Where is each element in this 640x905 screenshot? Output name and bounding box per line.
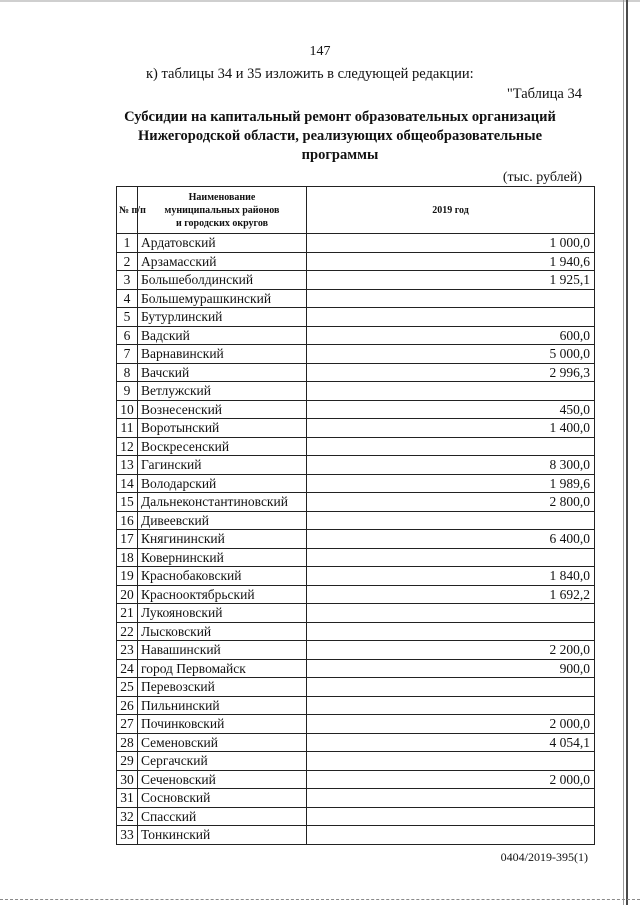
- amount-cell: [307, 826, 595, 845]
- row-number-cell: 6: [117, 326, 138, 345]
- subsidy-table: [116, 186, 595, 845]
- table-header-row: [117, 187, 595, 234]
- amount-cell: 1 840,0: [307, 567, 595, 586]
- table-row: [117, 289, 595, 308]
- row-number-cell: 8: [117, 363, 138, 382]
- district-name-cell: Ветлужский: [138, 382, 307, 401]
- district-name-cell: Сеченовский: [138, 770, 307, 789]
- row-number-cell: 9: [117, 382, 138, 401]
- district-name-cell: Большемурашкинский: [138, 289, 307, 308]
- district-name-cell: Гагинский: [138, 456, 307, 475]
- amount-cell: 1 400,0: [307, 419, 595, 438]
- column-header-name-line: и городских округов: [176, 217, 268, 229]
- district-name-cell: город Первомайск: [138, 659, 307, 678]
- table-row: [117, 585, 595, 604]
- document-code: 0404/2019-395(1): [500, 850, 588, 864]
- district-name-cell: Навашинский: [138, 641, 307, 660]
- table-row: [117, 567, 595, 586]
- amount-cell: [307, 807, 595, 826]
- row-number-cell: 25: [117, 678, 138, 697]
- amount-cell: [307, 437, 595, 456]
- amount-cell: 450,0: [307, 400, 595, 419]
- table-row: [117, 807, 595, 826]
- district-name-cell: Тонкинский: [138, 826, 307, 845]
- title-line: программы: [301, 147, 379, 163]
- amount-cell: 2 000,0: [307, 770, 595, 789]
- district-name-cell: Вачский: [138, 363, 307, 382]
- title-line: Субсидии на капитальный ремонт образовательных организаций: [124, 109, 556, 125]
- table-row: [117, 641, 595, 660]
- table-row: [117, 659, 595, 678]
- table-row: [117, 419, 595, 438]
- table-row: [117, 493, 595, 512]
- amount-cell: [307, 604, 595, 623]
- table-row: [117, 715, 595, 734]
- table-row: [117, 752, 595, 771]
- table-body: [117, 234, 595, 845]
- district-name-cell: Починковский: [138, 715, 307, 734]
- table-row: [117, 604, 595, 623]
- units-label: (тыс. рублей): [502, 170, 582, 185]
- amount-cell: 2 996,3: [307, 363, 595, 382]
- table-row: [117, 789, 595, 808]
- column-header-name-line: муниципальных районов: [164, 204, 280, 216]
- amount-cell: 5 000,0: [307, 345, 595, 364]
- district-name-cell: Дальнеконстантиновский: [138, 493, 307, 512]
- title-line: Нижегородской области, реализующих общеобразовательные: [137, 128, 543, 144]
- table-row: [117, 345, 595, 364]
- district-name-cell: Ардатовский: [138, 234, 307, 253]
- amount-cell: [307, 678, 595, 697]
- row-number-cell: 20: [117, 585, 138, 604]
- row-number-cell: 16: [117, 511, 138, 530]
- row-number-cell: 11: [117, 419, 138, 438]
- row-number-cell: 4: [117, 289, 138, 308]
- table-row: [117, 530, 595, 549]
- district-name-cell: Бутурлинский: [138, 308, 307, 327]
- table-row: [117, 252, 595, 271]
- column-header-name: [138, 187, 307, 234]
- scan-edge-top: [0, 0, 640, 2]
- table-row: [117, 400, 595, 419]
- row-number-cell: 5: [117, 308, 138, 327]
- district-name-cell: Большеболдинский: [138, 271, 307, 290]
- table-row: [117, 826, 595, 845]
- table-row: [117, 234, 595, 253]
- table-row: [117, 770, 595, 789]
- table-row: [117, 456, 595, 475]
- district-name-cell: Варнавинский: [138, 345, 307, 364]
- amount-cell: 1 940,6: [307, 252, 595, 271]
- row-number-cell: 31: [117, 789, 138, 808]
- column-header-name-line: Наименование: [188, 191, 256, 203]
- amount-cell: 6 400,0: [307, 530, 595, 549]
- row-number-cell: 2: [117, 252, 138, 271]
- amount-cell: 1 692,2: [307, 585, 595, 604]
- row-number-cell: 7: [117, 345, 138, 364]
- district-name-cell: Сосновский: [138, 789, 307, 808]
- row-number-cell: 24: [117, 659, 138, 678]
- table-row: [117, 474, 595, 493]
- amount-cell: 2 000,0: [307, 715, 595, 734]
- row-number-cell: 10: [117, 400, 138, 419]
- amount-cell: [307, 382, 595, 401]
- row-number-cell: 1: [117, 234, 138, 253]
- district-name-cell: Лысковский: [138, 622, 307, 641]
- district-name-cell: Воротынский: [138, 419, 307, 438]
- row-number-cell: 27: [117, 715, 138, 734]
- scan-edge-bottom: [0, 899, 640, 901]
- row-number-cell: 12: [117, 437, 138, 456]
- district-name-cell: Володарский: [138, 474, 307, 493]
- table-row: [117, 622, 595, 641]
- row-number-cell: 32: [117, 807, 138, 826]
- amount-cell: 1 925,1: [307, 271, 595, 290]
- district-name-cell: Краснооктябрьский: [138, 585, 307, 604]
- amount-cell: 1 000,0: [307, 234, 595, 253]
- amount-cell: 1 989,6: [307, 474, 595, 493]
- table-row: [117, 308, 595, 327]
- district-name-cell: Ковернинский: [138, 548, 307, 567]
- row-number-cell: 17: [117, 530, 138, 549]
- row-number-cell: 23: [117, 641, 138, 660]
- row-number-cell: 21: [117, 604, 138, 623]
- row-number-cell: 19: [117, 567, 138, 586]
- table-row: [117, 382, 595, 401]
- row-number-cell: 18: [117, 548, 138, 567]
- column-header-number: № п/п: [117, 187, 138, 234]
- table-row: [117, 326, 595, 345]
- district-name-cell: Перевозский: [138, 678, 307, 697]
- district-name-cell: Лукояновский: [138, 604, 307, 623]
- district-name-cell: Вознесенский: [138, 400, 307, 419]
- amount-cell: 900,0: [307, 659, 595, 678]
- district-name-cell: Арзамасский: [138, 252, 307, 271]
- amount-cell: [307, 622, 595, 641]
- row-number-cell: 3: [117, 271, 138, 290]
- row-number-cell: 28: [117, 733, 138, 752]
- amount-cell: [307, 752, 595, 771]
- amount-cell: [307, 548, 595, 567]
- district-name-cell: Воскресенский: [138, 437, 307, 456]
- row-number-cell: 29: [117, 752, 138, 771]
- intro-text: к) таблицы 34 и 35 изложить в следующей редакции:: [146, 66, 474, 82]
- table-row: [117, 678, 595, 697]
- table-row: [117, 548, 595, 567]
- district-name-cell: Сергачский: [138, 752, 307, 771]
- amount-cell: [307, 696, 595, 715]
- row-number-cell: 30: [117, 770, 138, 789]
- district-name-cell: Спасский: [138, 807, 307, 826]
- district-name-cell: Княгининский: [138, 530, 307, 549]
- table-row: [117, 733, 595, 752]
- page-number: 147: [309, 44, 331, 59]
- amount-cell: [307, 289, 595, 308]
- amount-cell: [307, 789, 595, 808]
- row-number-cell: 26: [117, 696, 138, 715]
- table-row: [117, 696, 595, 715]
- district-name-cell: Краснобаковский: [138, 567, 307, 586]
- table-row: [117, 363, 595, 382]
- district-name-cell: Семеновский: [138, 733, 307, 752]
- amount-cell: 8 300,0: [307, 456, 595, 475]
- table-label: "Таблица 34: [506, 86, 582, 102]
- row-number-cell: 14: [117, 474, 138, 493]
- column-header-year: 2019 год: [307, 187, 595, 234]
- amount-cell: 600,0: [307, 326, 595, 345]
- scan-edge-right-inner: [623, 0, 624, 905]
- amount-cell: [307, 308, 595, 327]
- amount-cell: [307, 511, 595, 530]
- amount-cell: 4 054,1: [307, 733, 595, 752]
- table-row: [117, 271, 595, 290]
- scan-edge-right: [626, 0, 628, 905]
- document-title: [120, 108, 560, 165]
- district-name-cell: Пильнинский: [138, 696, 307, 715]
- amount-cell: 2 800,0: [307, 493, 595, 512]
- row-number-cell: 15: [117, 493, 138, 512]
- row-number-cell: 33: [117, 826, 138, 845]
- table-row: [117, 511, 595, 530]
- row-number-cell: 22: [117, 622, 138, 641]
- district-name-cell: Дивеевский: [138, 511, 307, 530]
- row-number-cell: 13: [117, 456, 138, 475]
- amount-cell: 2 200,0: [307, 641, 595, 660]
- district-name-cell: Вадский: [138, 326, 307, 345]
- table-row: [117, 437, 595, 456]
